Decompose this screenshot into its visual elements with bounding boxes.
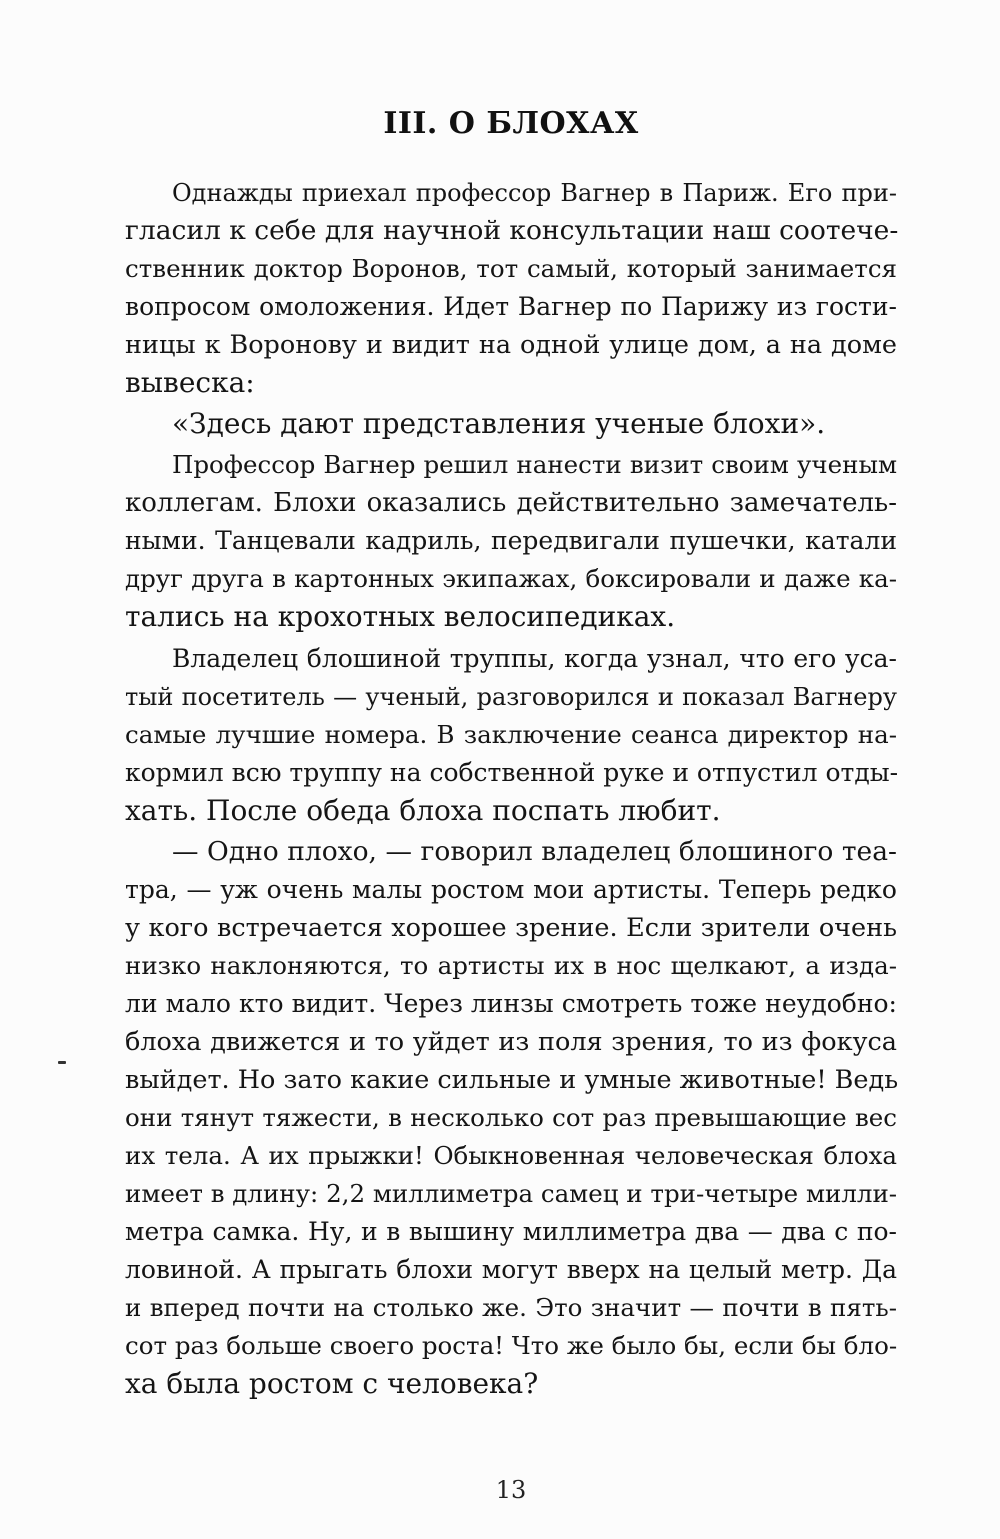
- text-line: блоха движется и то уйдет из поля зрения, то из фокуса: [125, 1027, 897, 1057]
- text-line: друг друга в картонных экипажах, боксировали и даже ка-: [125, 564, 897, 593]
- text-line: хать. После обеда блоха поспать любит.: [125, 794, 721, 827]
- text-line: тый посетитель — ученый, разговорился и показал Вагнеру: [125, 683, 897, 711]
- text-line: ловиной. А прыгать блохи могут вверх на целый метр. Да: [125, 1255, 897, 1284]
- text-line: гласил к себе для научной консультации наш соотече-: [125, 215, 899, 246]
- text-line: вопросом омоложения. Идет Вагнер по Парижу из гости-: [125, 292, 897, 321]
- text-line: сот раз больше своего роста! Что же было бы, если бы бло-: [125, 1331, 898, 1360]
- text-line: коллегам. Блохи оказались действительно замечатель-: [125, 488, 897, 518]
- text-line: Профессор Вагнер решил нанести визит своим ученым: [172, 450, 897, 479]
- text-line: «Здесь дают представления ученые блохи».: [172, 407, 826, 440]
- text-line: имеет в длину: 2,2 миллиметра самец и три-четыре милли-: [125, 1179, 898, 1208]
- text-line: Владелец блошиной труппы, когда узнал, что его уса-: [172, 644, 897, 673]
- text-line: ли мало кто видит. Через линзы смотреть тоже неудобно:: [125, 989, 897, 1018]
- text-line: метра самка. Ну, и в вышину миллиметра два — два с по-: [125, 1217, 897, 1246]
- text-line: ницы к Воронову и видит на одной улице дом, а на доме: [125, 330, 897, 360]
- text-line: выйдет. Но зато какие сильные и умные животные! Ведь: [125, 1065, 899, 1095]
- text-line: и вперед почти на столько же. Это значит — почти в пять-: [125, 1293, 897, 1322]
- text-line: — Одно плохо, — говорил владелец блошиного теа-: [172, 836, 897, 867]
- text-line: низко наклоняются, то артисты их в нос щелкают, а изда-: [125, 951, 897, 980]
- chapter-title: III. О БЛОХАХ: [383, 106, 639, 141]
- text-line: ственник доктор Воронов, тот самый, который занимается: [125, 254, 897, 283]
- scan-speck: [58, 1061, 66, 1064]
- text-line: они тянут тяжести, в несколько сот раз превышающие вес: [125, 1103, 897, 1132]
- text-line: ными. Танцевали кадриль, передвигали пушечки, катали: [125, 526, 897, 555]
- text-line: Однажды приехал профессор Вагнер в Париж. Его при-: [172, 179, 897, 207]
- text-line: кормил всю труппу на собственной руке и отпустил отды-: [125, 758, 899, 787]
- text-line: самые лучшие номера. В заключение сеанса директор на-: [125, 720, 897, 749]
- text-line: тались на крохотных велосипедиках.: [125, 600, 676, 633]
- page-number: 13: [495, 1476, 527, 1504]
- text-line: тра, — уж очень малы ростом мои артисты. Теперь редко: [125, 875, 897, 904]
- text-line: вывеска:: [125, 366, 255, 399]
- text-line: ха была ростом с человека?: [125, 1367, 539, 1400]
- text-line: у кого встречается хорошее зрение. Если зрители очень: [125, 913, 897, 943]
- text-line: их тела. А их прыжки! Обыкновенная человеческая блоха: [125, 1141, 897, 1170]
